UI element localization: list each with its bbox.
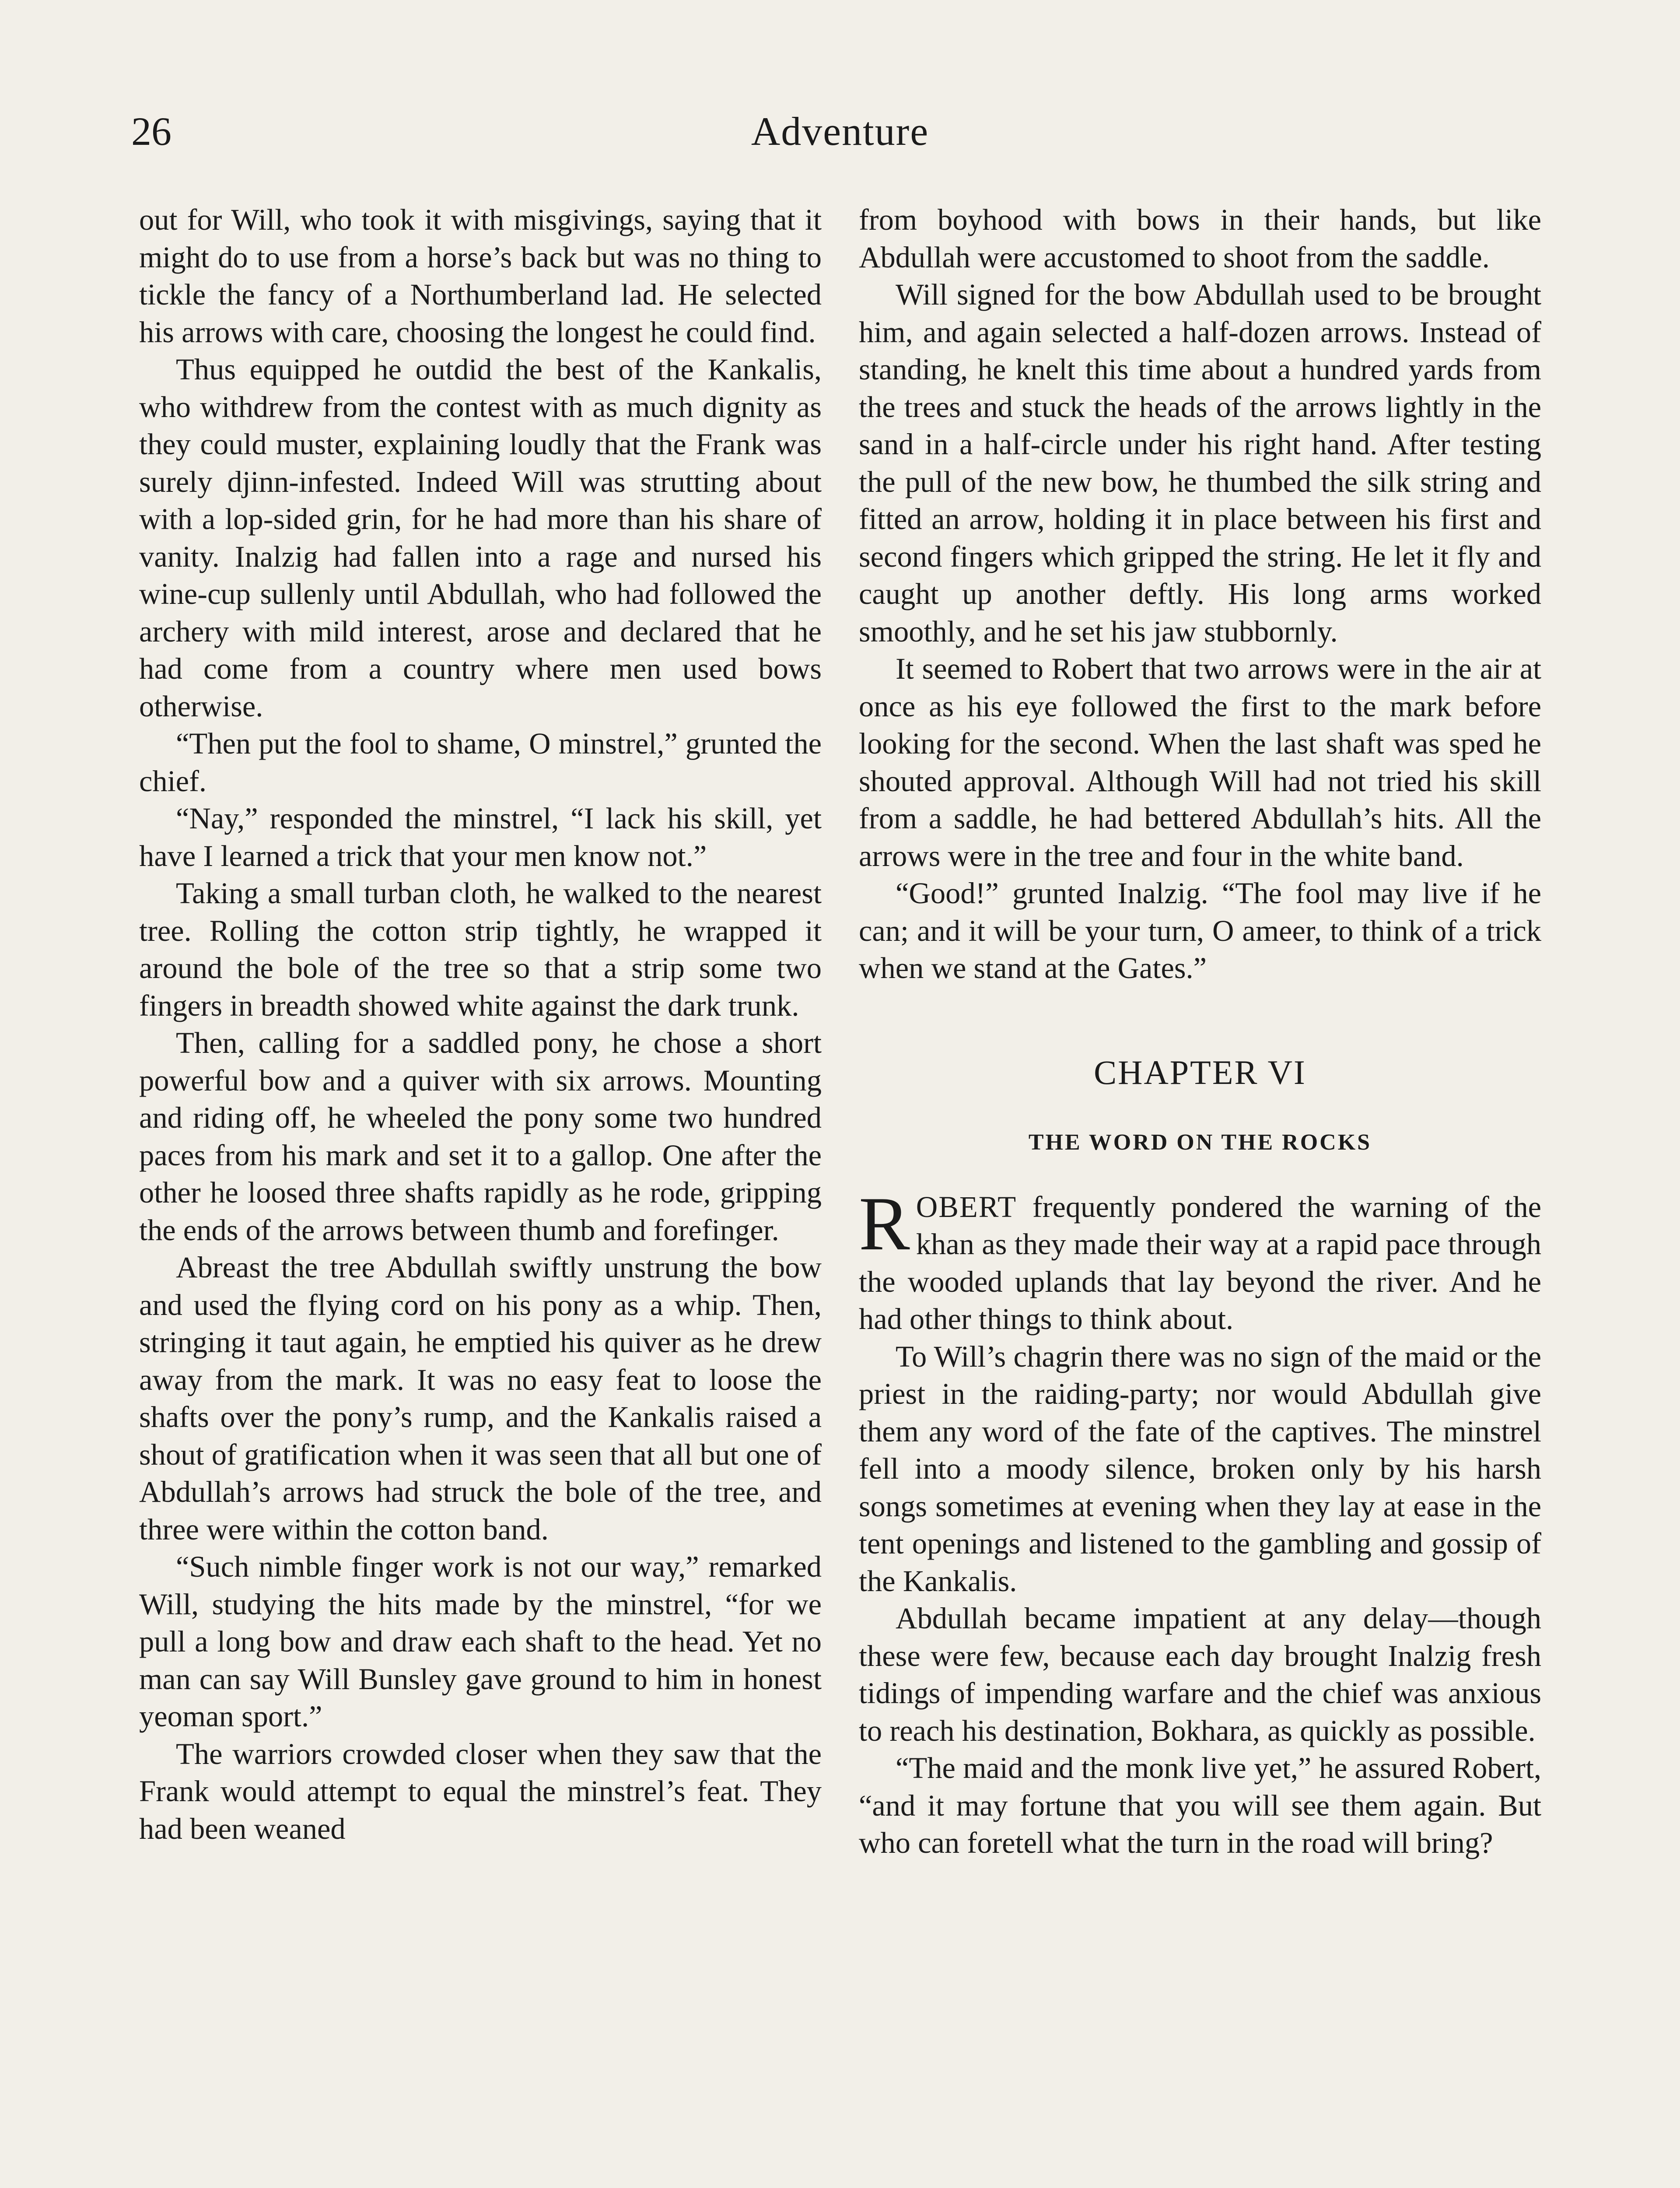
paragraph: out for Will, who took it with misgivings, saying that it might do to use from a horse’s back but was no thing to tickle the fancy of a Northumberland lad. He selected his arrows with care, choosing the longest he could find. [139,203,822,349]
chapter-opening-paragraph [859,1181,1541,1338]
paragraph: Then, calling for a saddled pony, he chose a short powerful bow and a quiver with six arrows. Mounting and riding off, he wheeled the pony some two hundred paces from his mark and set it to a gallop. One after the other he loosed three shafts rapidly as he rode, gripping the ends of the arrows between thumb and forefinger. [139,1026,822,1247]
paragraph: It seemed to Robert that two arrows were in the air at once as his eye followed the first to the mark before looking for the second. When the last shaft was sped he shouted approval. Although Will had not tried his skill from a saddle, he had bettered Abdullah’s hits. All the arrows were in the tree and four in the white band. [859,652,1541,873]
paragraph: “Good!” grunted Inalzig. “The fool may live if he can; and it will be your turn, O ameer, to think of a trick when we stand at the Gates.” [859,877,1541,985]
paragraph: Taking a small turban cloth, he walked to the nearest tree. Rolling the cotton strip tightly, he wrapped it around the bole of the tree so that a strip some two fingers in breadth showed white against the dark trunk. [139,877,822,1022]
opening-word: OBERT [916,1190,1017,1224]
page-number: 26 [131,109,172,154]
paragraph: Abdullah became impatient at any delay—though these were few, because each day brought Inalzig fresh tidings of impending warfare and the chief was anxious to reach his destination, Bokhara, as quickly as possible. [859,1602,1541,1747]
paragraph: To Will’s chagrin there was no sign of the maid or the priest in the raiding-party; nor would Abdullah give them any word of the fate of the captives. The minstrel fell into a moody silence, broken only by his harsh songs sometimes at evening when they lay at ease in the tent openings and listened to the gambling and gossip of the Kankalis. [859,1339,1541,1598]
chapter-title: CHAPTER VI [1094,1053,1306,1091]
paragraph: from boyhood with bows in their hands, but like Abdullah were accustomed to shoot from the saddle. [859,203,1541,274]
left-column [139,201,822,1848]
paragraph: Abreast the tree Abdullah swiftly unstrung the bow and used the flying cord on his pony as a whip. Then, stringing it taut again, he emptied his quiver as he drew away from the mark. It was no easy feat to loose the shafts over the pony’s rump, and the Kankalis raised a shout of gratification when it was seen that all but one of Abdullah’s arrows had struck the bole of the tree, and three were within the cotton band. [139,1251,822,1546]
paragraph: Will signed for the bow Abdullah used to be brought him, and again selected a half-dozen arrows. Instead of standing, he knelt this time about a hundred yards from the trees and stuck the heads of the arrows lightly in the sand in a half-circle under his right hand. After testing the pull of the new bow, he thumbed the silk string and fitted an arrow, holding it in place between his first and second fingers which gripped the string. He let it fly and caught up another deftly. His long arms worked smoothly, and he set his jaw stubbornly. [859,278,1541,648]
paragraph: “Such nimble finger work is not our way,” remarked Will, studying the hits made by the minstrel, “for we pull a long bow and draw each shaft to the head. Yet no man can say Will Bunsley gave ground to him in honest yeoman sport.” [139,1550,822,1733]
paragraph: The warriors crowded closer when they saw that the Frank would attempt to equal the minstrel’s feat. They had been weaned [139,1737,822,1845]
running-head: Adventure [751,109,929,154]
chapter-subtitle: THE WORD ON THE ROCKS [1028,1129,1372,1155]
opening-text: frequently pondered the warning of the khan as they made their way at a rapid pace through the wooded uplands that lay beyond the river. And he had other things to think about. [859,1190,1541,1336]
drop-cap: R [859,1181,910,1266]
page-header [131,105,1549,162]
paragraph: “Then put the fool to shame, O minstrel,” grunted the chief. [139,727,822,798]
right-column [859,201,1541,1862]
paragraph: Thus equipped he outdid the best of the Kankalis, who withdrew from the contest with as much dignity as they could muster, explaining loudly that the Frank was surely djinn-infested. Indeed Will was strutting about with a lop-sided grin, for he had more than his share of vanity. Inalzig had fallen into a rage and nursed his wine-cup sullenly until Abdullah, who had followed the archery with mild interest, arose and declared that he had come from a country where men used bows otherwise. [139,353,822,723]
paragraph: “Nay,” responded the minstrel, “I lack his skill, yet have I learned a trick that your men know not.” [139,802,822,873]
paragraph: “The maid and the monk live yet,” he assured Robert, “and it may fortune that you will see them again. But who can foretell what the turn in the road will bring? [859,1751,1541,1859]
